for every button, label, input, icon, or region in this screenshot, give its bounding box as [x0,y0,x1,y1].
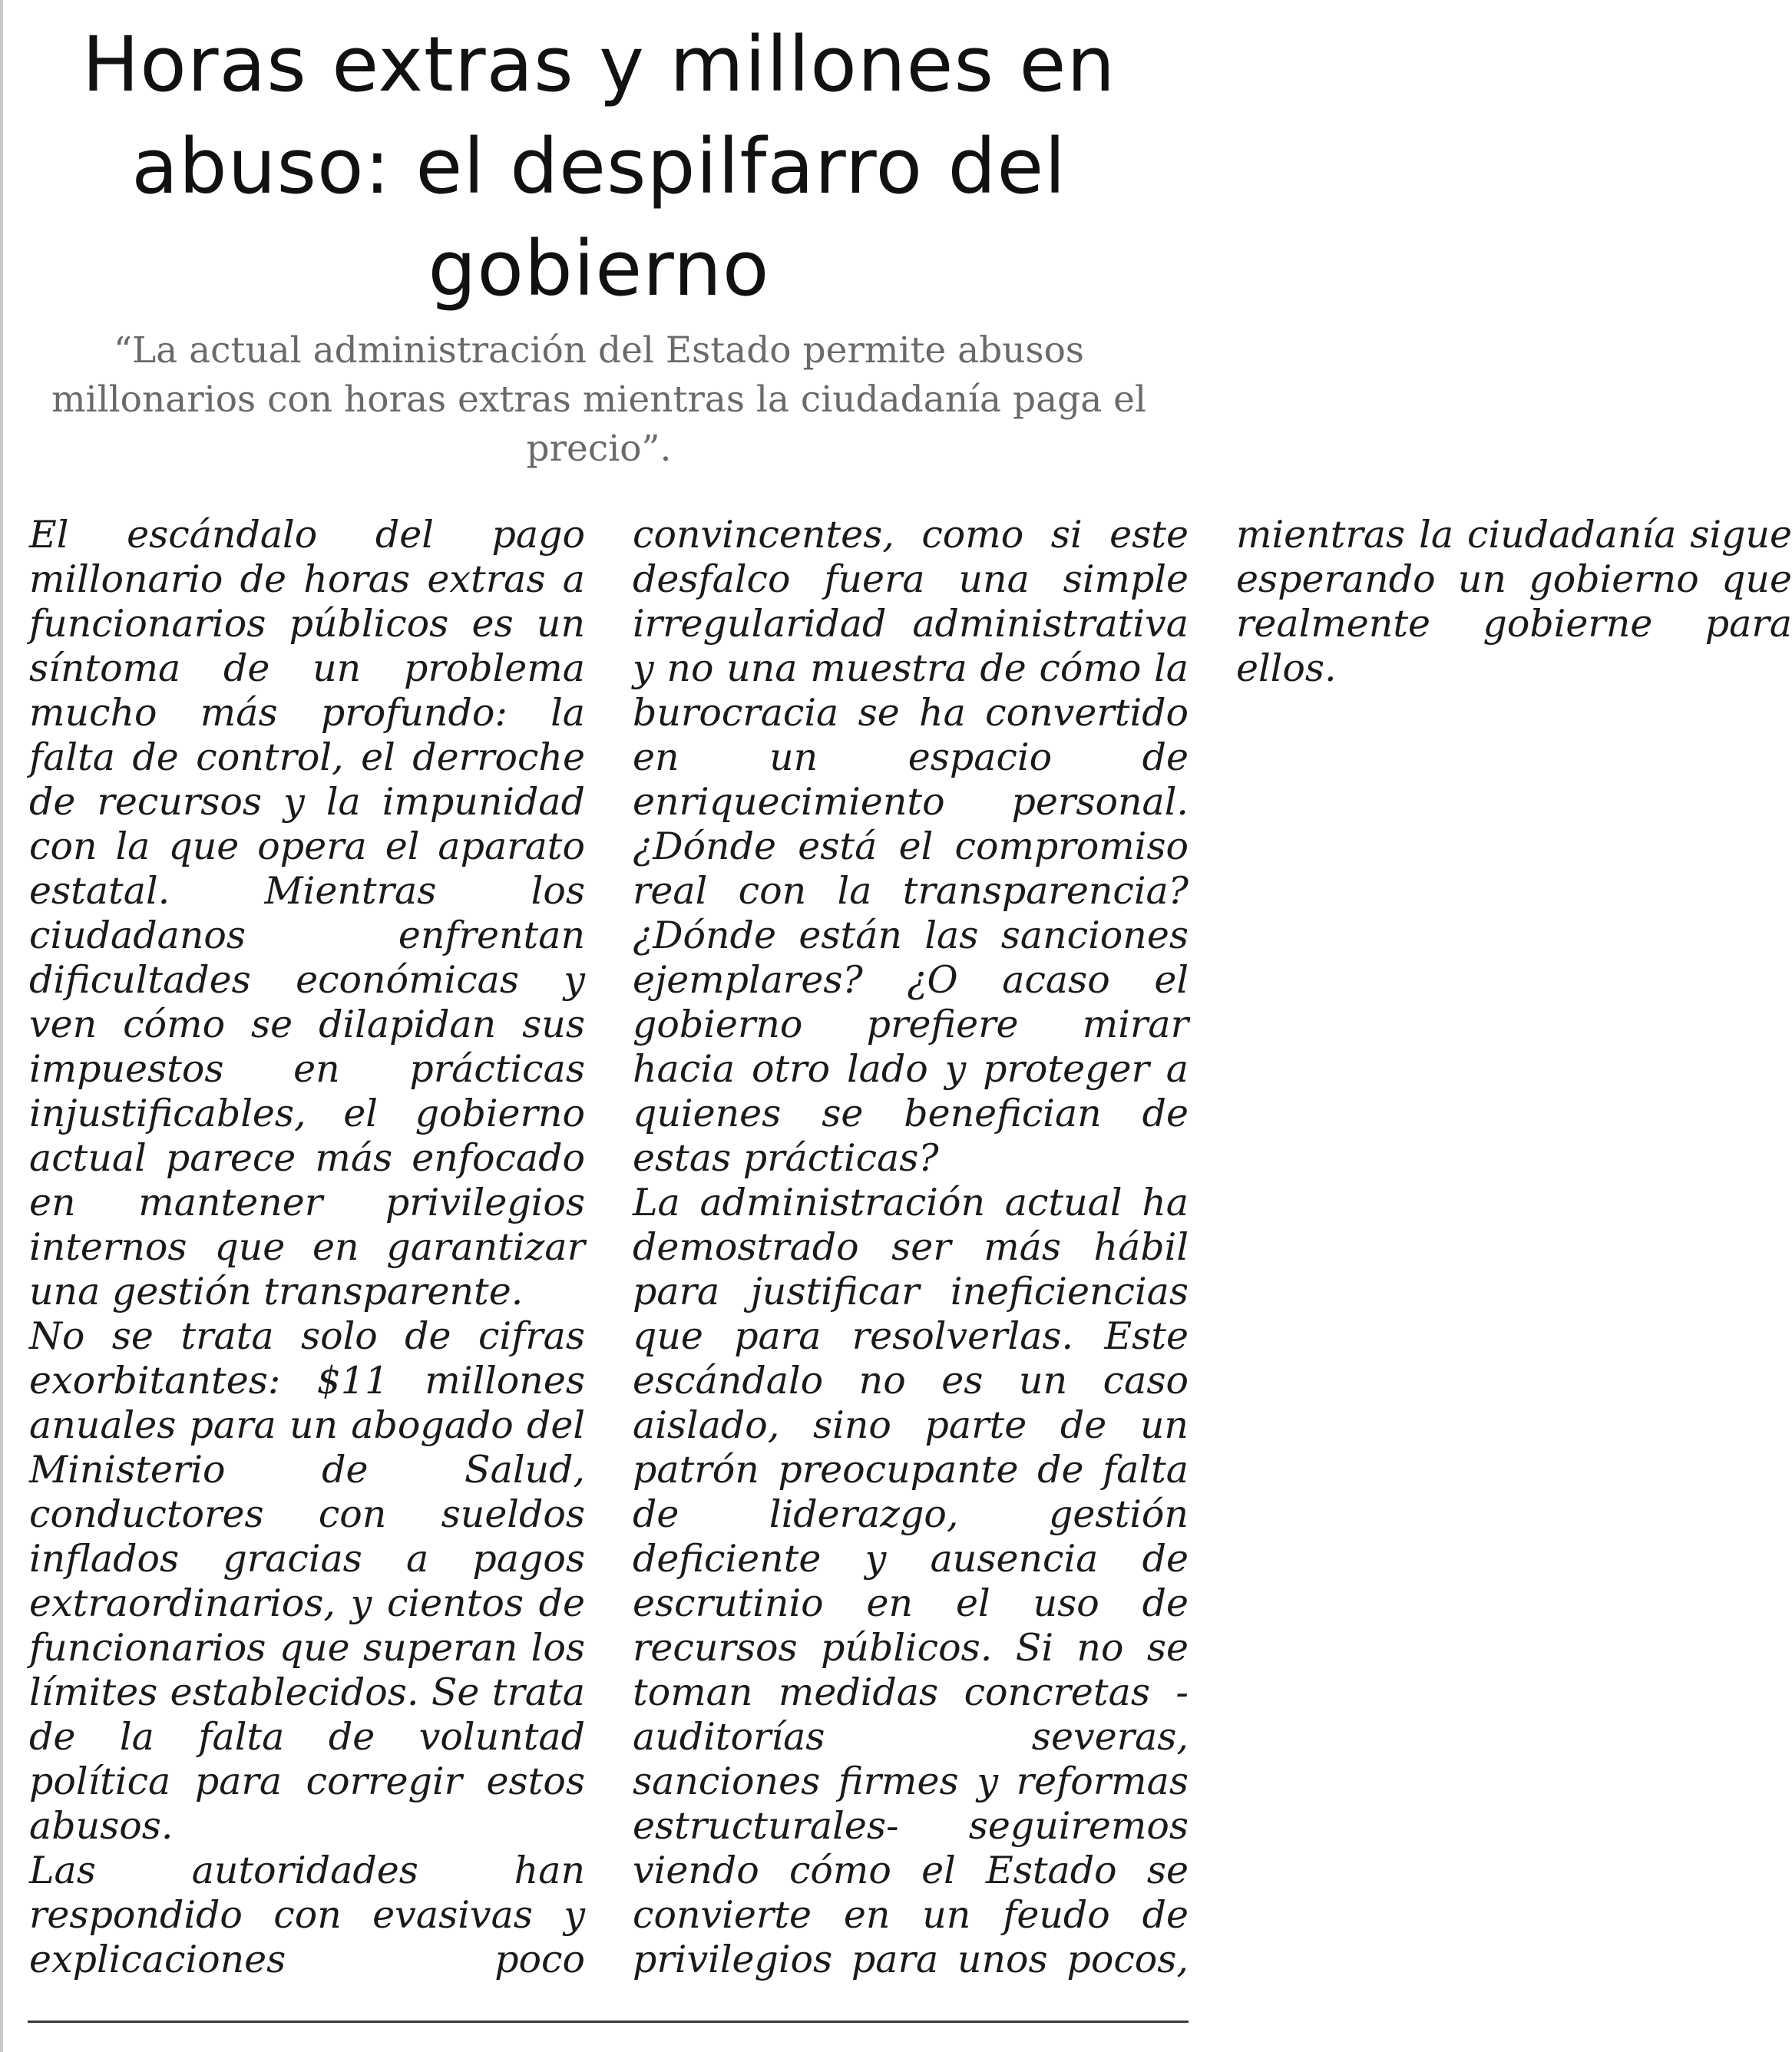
article-subtitle-quote: “La actual administración del Estado permite abusos millonarios con horas extras mientras la ciudadanía paga el precio”. [51,329,1147,470]
article-paragraph: El escándalo del pago millonario de horas extras a funcionarios públicos es un síntoma de un problema mucho más profundo: la falta de control, el derroche de recursos y la impunidad con la que opera el aparato estatal. Mientras los ciudadanos enfrentan dificultades económicas y ven cómo se dilapidan sus impuestos en prácticas injustificables, el gobierno actual parece más enfocado en mantener privilegios internos que en garantizar una gestión transparente. [29,513,585,1313]
article-paragraph: La administración actual ha demostrado ser más hábil para justificar ineficiencias que para resolverlas. Este escándalo no es un caso aislado, sino parte de un patrón preocupante de falta de liderazgo, gestión deficiente y ausencia de escrutinio en el uso de recursos públicos. Si no se toman medidas concretas -auditorías severas, sanciones firmes y reformas estructurales- seguiremos viendo cómo el Estado se convierte en un feudo de privilegios para unos pocos, mientras la ciudadanía sigue esperando un gobierno que realmente gobierne para ellos. [633,513,1792,1981]
article-paragraph: No se trata solo de cifras exorbitantes: $11 millones anuales para un abogado del Ministerio de Salud, conductores con sueldos inflados gracias a pagos extraordinarios, y cientos de funcionarios que superan los límites establecidos. Se trata de la falta de voluntad política para corregir estos abusos. [29,1314,585,1848]
column-divider-rule [0,0,3,2052]
bottom-divider-rule [28,2021,1189,2023]
article-headline: Horas extras y millones en abuso: el despilfarro del gobierno [81,21,1116,313]
article-body [29,513,1792,1998]
article-paragraph: Las autoridades han respondido con evasivas y explicaciones poco convincentes, como si este desfalco fuera una simple irregularidad administrativa y no una muestra de cómo la burocracia se ha convertido en un espacio de enriquecimiento personal. ¿Dónde está el compromiso real con la transparencia? ¿Dónde están las sanciones ejemplares? ¿O acaso el gobierno prefiere mirar hacia otro lado y proteger a quienes se benefician de estas prácticas? [29,513,1189,1981]
